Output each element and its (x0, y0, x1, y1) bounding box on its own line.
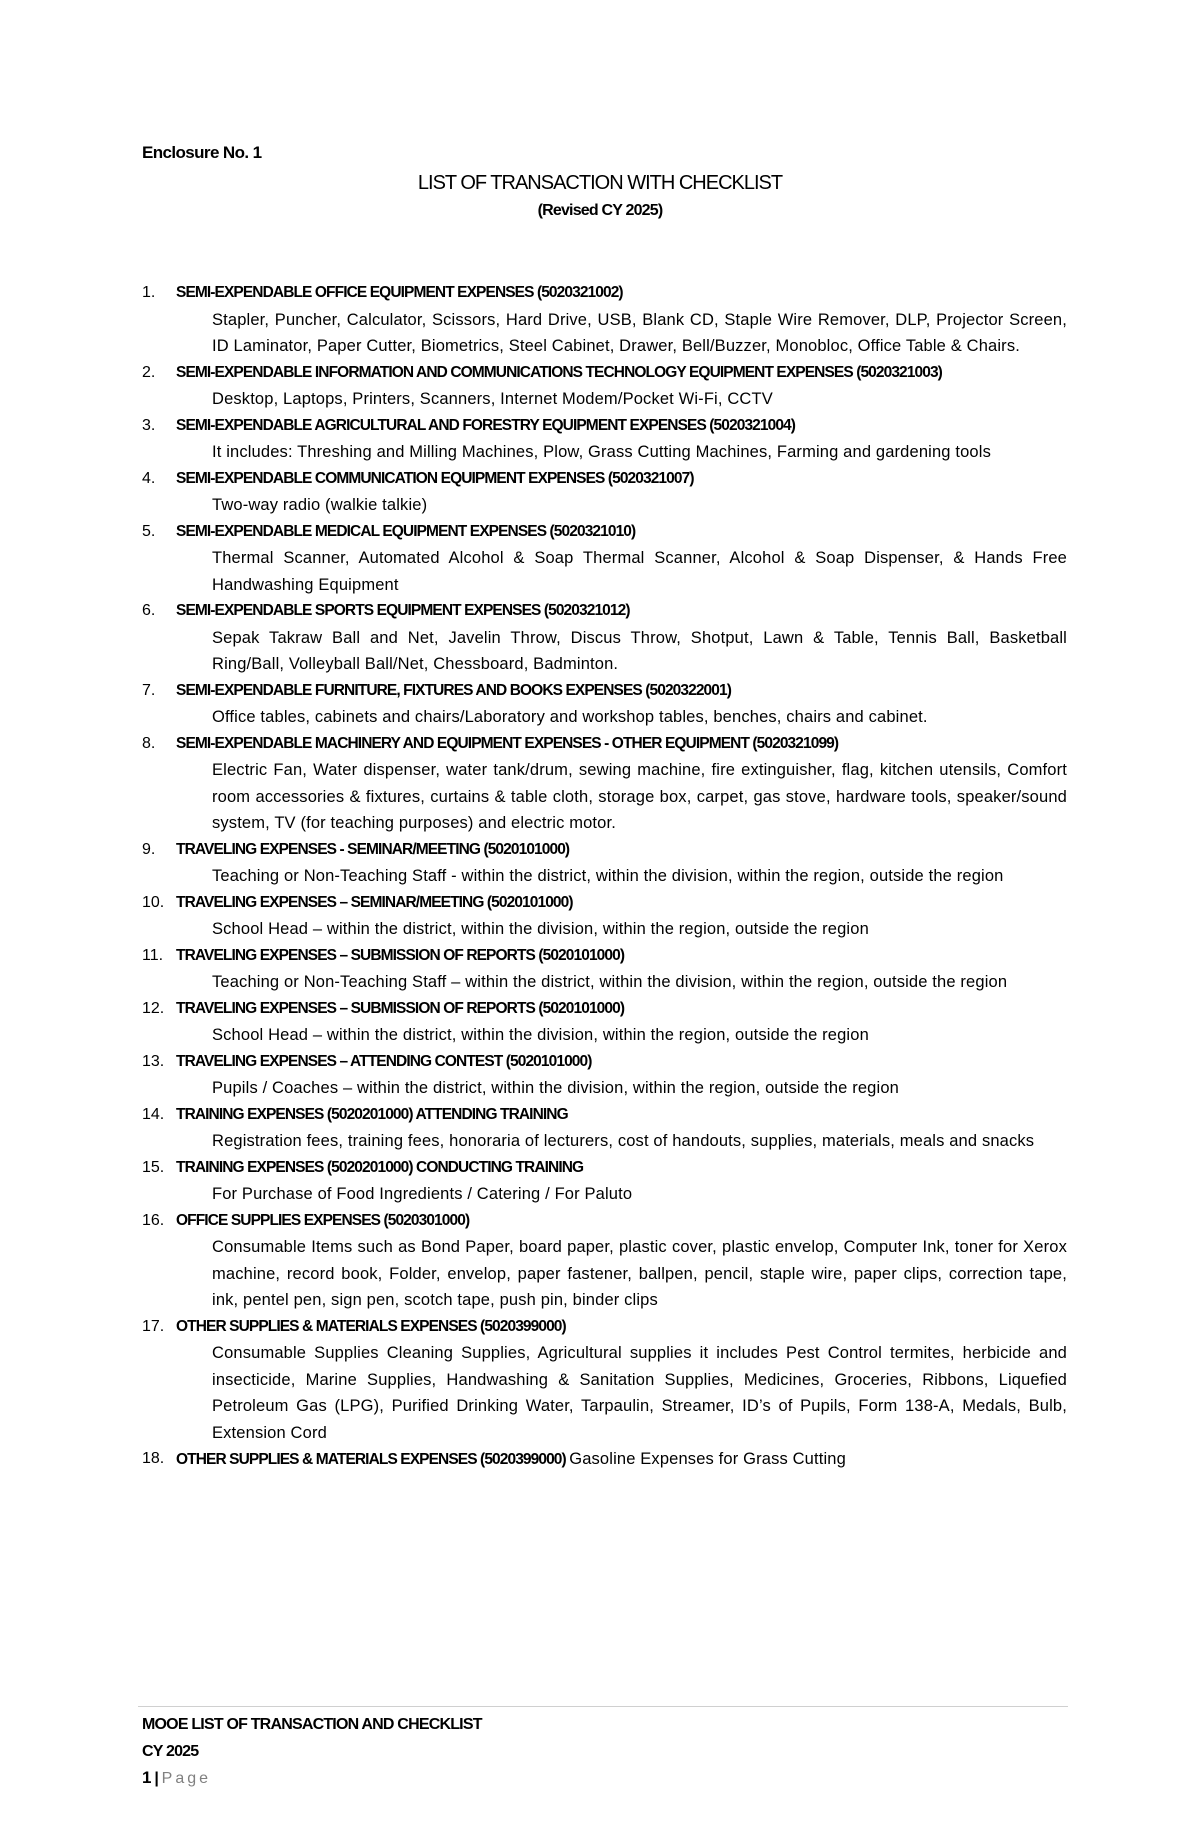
item-description: Two-way radio (walkie talkie) (212, 496, 428, 514)
item-number: 15. (142, 1158, 165, 1176)
item-number: 4. (142, 469, 156, 487)
list-item (142, 519, 1067, 599)
item-number: 12. (142, 999, 165, 1017)
item-number: 14. (142, 1105, 165, 1123)
item-number: 13. (142, 1052, 165, 1070)
item-description: Teaching or Non-Teaching Staff – within the district, within the division, within the region, outside the region (212, 973, 1008, 991)
item-heading (176, 731, 1067, 758)
item-description: Electric Fan, Water dispenser, water tank/drum, sewing machine, fire extinguisher, flag, kitchen utensils, Comfort room accessories & fixtures, curtains & table cloth, storage box, carpet, gas stove, hardware tools, speaker/sound system, TV (for teaching purposes) and electric motor. (212, 761, 1067, 832)
item-number: 10. (142, 893, 165, 911)
page-footer (142, 1712, 482, 1793)
item-number: 7. (142, 681, 156, 699)
item-heading-text: TRAVELING EXPENSES – SUBMISSION OF REPORTS (5020101000) (176, 946, 625, 964)
footer-year: CY 2025 (142, 1742, 199, 1760)
item-heading-text: SEMI-EXPENDABLE MACHINERY AND EQUIPMENT EXPENSES - OTHER EQUIPMENT (5020321099) (176, 734, 839, 752)
item-description: School Head – within the district, within the division, within the region, outside the region (212, 920, 869, 938)
item-description: Office tables, cabinets and chairs/Laboratory and workshop tables, benches, chairs and cabinet. (212, 708, 928, 726)
page-separator: | (154, 1770, 158, 1787)
item-description: School Head – within the district, within the division, within the region, outside the region (212, 1026, 869, 1044)
item-description: Teaching or Non-Teaching Staff - within the district, within the division, within the region, outside the region (212, 867, 1004, 885)
item-number: 2. (142, 363, 156, 381)
item-heading-text: SEMI-EXPENDABLE SPORTS EQUIPMENT EXPENSES (5020321012) (176, 602, 630, 619)
item-heading (176, 280, 1067, 307)
document-subtitle: (Revised CY 2025) (537, 202, 663, 219)
item-heading (176, 890, 1067, 917)
page-indicator (142, 1765, 482, 1793)
item-heading-text: TRAINING EXPENSES (5020201000) CONDUCTING TRAINING (176, 1158, 584, 1176)
item-heading-text: SEMI-EXPENDABLE MEDICAL EQUIPMENT EXPENSES (5020321010) (176, 522, 636, 540)
item-heading (176, 360, 1067, 387)
list-item (142, 413, 1067, 466)
item-heading-text: SEMI-EXPENDABLE OFFICE EQUIPMENT EXPENSES (5020321002) (176, 284, 623, 301)
enclosure-label: Enclosure No. 1 (142, 143, 262, 162)
item-description: For Purchase of Food Ingredients / Catering / For Paluto (212, 1185, 633, 1203)
item-description: Sepak Takraw Ball and Net, Javelin Throw, Discus Throw, Shotput, Lawn & Table, Tennis Ball, Basketball Ring/Ball, Volleyball Ball/Net, Chessboard, Badminton. (212, 628, 1067, 673)
item-heading (176, 837, 1067, 864)
item-number: 9. (142, 840, 156, 858)
list-item (142, 996, 1067, 1049)
item-heading-text: SEMI-EXPENDABLE FURNITURE, FIXTURES AND BOOKS EXPENSES (5020322001) (176, 681, 731, 699)
item-heading (176, 413, 1067, 440)
document-title: LIST OF TRANSACTION WITH CHECKLIST (417, 172, 783, 194)
list-item (142, 890, 1067, 943)
item-description: It includes: Threshing and Milling Machines, Plow, Grass Cutting Machines, Farming and gardening tools (212, 443, 991, 461)
item-heading (176, 466, 1067, 493)
item-number: 11. (142, 946, 164, 964)
list-item (142, 1446, 1067, 1474)
item-heading (176, 996, 1067, 1023)
item-description: Consumable Items such as Bond Paper, board paper, plastic cover, plastic envelop, Computer Ink, toner for Xerox machine, record book, Folder, envelop, paper fastener, ballpen, pencil, staple wire, paper clips, correction tape, ink, pentel pen, sign pen, scotch tape, push pin, binder clips (212, 1238, 1067, 1309)
item-number: 6. (142, 602, 156, 619)
list-item (142, 360, 1067, 413)
footer-title: MOOE LIST OF TRANSACTION AND CHECKLIST (142, 1716, 482, 1733)
item-heading-text: SEMI-EXPENDABLE COMMUNICATION EQUIPMENT EXPENSES (5020321007) (176, 469, 694, 487)
item-heading-text: TRAVELING EXPENSES – SUBMISSION OF REPORTS (5020101000) (176, 999, 625, 1017)
list-item (142, 280, 1067, 360)
item-heading-text: SEMI-EXPENDABLE AGRICULTURAL AND FORESTRY EQUIPMENT EXPENSES (5020321004) (176, 416, 796, 434)
item-heading (176, 1049, 1067, 1076)
list-item (142, 731, 1067, 837)
item-inline-description: Gasoline Expenses for Grass Cutting (569, 1450, 846, 1468)
item-heading (176, 519, 1067, 546)
list-item (142, 943, 1067, 996)
item-heading-text: OTHER SUPPLIES & MATERIALS EXPENSES (5020399000) (176, 1451, 566, 1468)
item-heading-text: TRAVELING EXPENSES - SEMINAR/MEETING (5020101000) (176, 840, 570, 858)
item-heading (176, 943, 1067, 970)
list-item (142, 1314, 1067, 1447)
page-number: 1 (142, 1768, 151, 1787)
item-description: Consumable Supplies Cleaning Supplies, Agricultural supplies it includes Pest Control termites, herbicide and insecticide, Marine Supplies, Handwashing & Sanitation Supplies, Medicines, Groceries, Ribbons, Liquefied Petroleum Gas (LPG), Purified Drinking Water, Tarpaulin, Streamer, ID’s of Pupils, Form 138-A, Medals, Bulb, Extension Cord (212, 1344, 1067, 1442)
list-item (142, 598, 1067, 678)
list-item (142, 837, 1067, 890)
item-number: 3. (142, 416, 156, 434)
item-description: Thermal Scanner, Automated Alcohol & Soap Thermal Scanner, Alcohol & Soap Dispenser, & Hands Free Handwashing Equipment (212, 549, 1067, 594)
transaction-list (142, 280, 1067, 1474)
item-heading-text: TRAINING EXPENSES (5020201000) ATTENDING TRAINING (176, 1105, 568, 1123)
item-heading (176, 678, 1067, 705)
item-heading-text: SEMI-EXPENDABLE INFORMATION AND COMMUNICATIONS TECHNOLOGY EQUIPMENT EXPENSES (5020321003) (176, 363, 942, 381)
item-description: Registration fees, training fees, honoraria of lecturers, cost of handouts, supplies, materials, meals and snacks (212, 1132, 1035, 1150)
list-item (142, 1155, 1067, 1208)
item-number: 16. (142, 1211, 165, 1229)
list-item (142, 1102, 1067, 1155)
item-heading-text: TRAVELING EXPENSES – SEMINAR/MEETING (5020101000) (176, 893, 573, 911)
item-heading-text: OFFICE SUPPLIES EXPENSES (5020301000) (176, 1211, 470, 1229)
item-description: Desktop, Laptops, Printers, Scanners, Internet Modem/Pocket Wi-Fi, CCTV (212, 390, 773, 408)
item-number: 17. (142, 1317, 165, 1335)
list-item (142, 1208, 1067, 1314)
item-heading (176, 1314, 1067, 1341)
item-number: 5. (142, 522, 156, 540)
item-heading (176, 1155, 1067, 1182)
list-item (142, 678, 1067, 731)
item-heading (176, 598, 1067, 625)
item-description: Pupils / Coaches – within the district, within the division, within the region, outside the region (212, 1079, 899, 1097)
item-heading (176, 1102, 1067, 1129)
item-heading-text: OTHER SUPPLIES & MATERIALS EXPENSES (5020399000) (176, 1317, 566, 1335)
list-item (142, 1049, 1067, 1102)
item-number: 18. (142, 1450, 165, 1467)
item-number: 8. (142, 734, 156, 752)
footer-divider (138, 1706, 1068, 1707)
item-heading (176, 1446, 1067, 1474)
item-heading (176, 1208, 1067, 1235)
item-description: Stapler, Puncher, Calculator, Scissors, Hard Drive, USB, Blank CD, Staple Wire Remover, DLP, Projector Screen, ID Laminator, Paper Cutter, Biometrics, Steel Cabinet, Drawer, Bell/Buzzer, Monobloc, Office Table & Chairs. (212, 310, 1067, 355)
item-number: 1. (142, 284, 156, 301)
item-heading-text: TRAVELING EXPENSES – ATTENDING CONTEST (5020101000) (176, 1052, 592, 1070)
page-label: Page (161, 1770, 212, 1787)
list-item (142, 466, 1067, 519)
